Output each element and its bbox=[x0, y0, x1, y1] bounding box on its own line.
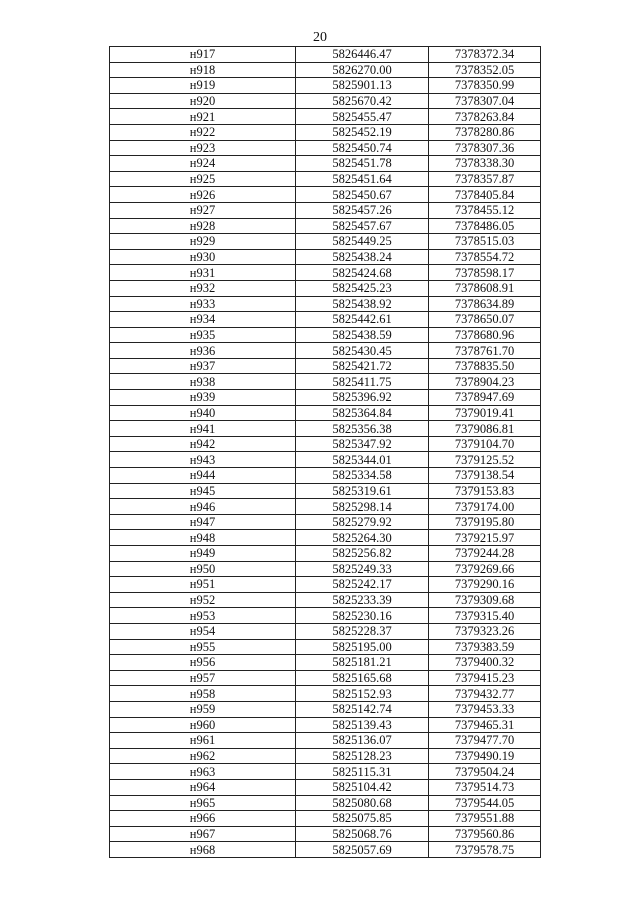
x-coordinate-cell: 5826270.00 bbox=[296, 62, 429, 78]
table-row bbox=[110, 343, 541, 359]
table-row bbox=[110, 592, 541, 608]
point-id-cell: н936 bbox=[110, 343, 296, 359]
table-row bbox=[110, 390, 541, 406]
table-row bbox=[110, 468, 541, 484]
table-row bbox=[110, 499, 541, 515]
y-coordinate-cell: 7379290.16 bbox=[429, 577, 541, 593]
point-id-cell: н944 bbox=[110, 468, 296, 484]
table-row bbox=[110, 811, 541, 827]
x-coordinate-cell: 5825452.19 bbox=[296, 124, 429, 140]
table-row bbox=[110, 140, 541, 156]
x-coordinate-cell: 5825264.30 bbox=[296, 530, 429, 546]
point-id-cell: н958 bbox=[110, 686, 296, 702]
table-row bbox=[110, 234, 541, 250]
x-coordinate-cell: 5825450.67 bbox=[296, 187, 429, 203]
y-coordinate-cell: 7379578.75 bbox=[429, 842, 541, 858]
y-coordinate-cell: 7378761.70 bbox=[429, 343, 541, 359]
table-row bbox=[110, 47, 541, 63]
y-coordinate-cell: 7378835.50 bbox=[429, 358, 541, 374]
point-id-cell: н933 bbox=[110, 296, 296, 312]
x-coordinate-cell: 5825455.47 bbox=[296, 109, 429, 125]
x-coordinate-cell: 5825334.58 bbox=[296, 468, 429, 484]
x-coordinate-cell: 5825451.78 bbox=[296, 156, 429, 172]
point-id-cell: н957 bbox=[110, 670, 296, 686]
table-row bbox=[110, 670, 541, 686]
point-id-cell: н941 bbox=[110, 421, 296, 437]
x-coordinate-cell: 5826446.47 bbox=[296, 47, 429, 63]
y-coordinate-cell: 7378515.03 bbox=[429, 234, 541, 250]
x-coordinate-cell: 5825438.92 bbox=[296, 296, 429, 312]
x-coordinate-cell: 5825449.25 bbox=[296, 234, 429, 250]
point-id-cell: н946 bbox=[110, 499, 296, 515]
table-row bbox=[110, 639, 541, 655]
point-id-cell: н954 bbox=[110, 623, 296, 639]
y-coordinate-cell: 7379125.52 bbox=[429, 452, 541, 468]
x-coordinate-cell: 5825424.68 bbox=[296, 265, 429, 281]
point-id-cell: н960 bbox=[110, 717, 296, 733]
x-coordinate-cell: 5825068.76 bbox=[296, 826, 429, 842]
x-coordinate-cell: 5825430.45 bbox=[296, 343, 429, 359]
y-coordinate-cell: 7378486.05 bbox=[429, 218, 541, 234]
table-row bbox=[110, 421, 541, 437]
point-id-cell: н932 bbox=[110, 280, 296, 296]
point-id-cell: н918 bbox=[110, 62, 296, 78]
coordinates-table bbox=[109, 46, 541, 858]
point-id-cell: н965 bbox=[110, 795, 296, 811]
point-id-cell: н943 bbox=[110, 452, 296, 468]
table-row bbox=[110, 171, 541, 187]
point-id-cell: н940 bbox=[110, 405, 296, 421]
point-id-cell: н921 bbox=[110, 109, 296, 125]
point-id-cell: н959 bbox=[110, 701, 296, 717]
table-row bbox=[110, 826, 541, 842]
y-coordinate-cell: 7379400.32 bbox=[429, 655, 541, 671]
y-coordinate-cell: 7378455.12 bbox=[429, 202, 541, 218]
table-row bbox=[110, 748, 541, 764]
point-id-cell: н931 bbox=[110, 265, 296, 281]
table-row bbox=[110, 452, 541, 468]
point-id-cell: н926 bbox=[110, 187, 296, 203]
y-coordinate-cell: 7378608.91 bbox=[429, 280, 541, 296]
y-coordinate-cell: 7379138.54 bbox=[429, 468, 541, 484]
table-row bbox=[110, 764, 541, 780]
y-coordinate-cell: 7379383.59 bbox=[429, 639, 541, 655]
y-coordinate-cell: 7379215.97 bbox=[429, 530, 541, 546]
table-row bbox=[110, 109, 541, 125]
y-coordinate-cell: 7379514.73 bbox=[429, 779, 541, 795]
y-coordinate-cell: 7378947.69 bbox=[429, 390, 541, 406]
y-coordinate-cell: 7379195.80 bbox=[429, 514, 541, 530]
x-coordinate-cell: 5825115.31 bbox=[296, 764, 429, 780]
table-row bbox=[110, 296, 541, 312]
point-id-cell: н935 bbox=[110, 327, 296, 343]
y-coordinate-cell: 7378280.86 bbox=[429, 124, 541, 140]
y-coordinate-cell: 7379019.41 bbox=[429, 405, 541, 421]
x-coordinate-cell: 5825279.92 bbox=[296, 514, 429, 530]
y-coordinate-cell: 7379465.31 bbox=[429, 717, 541, 733]
y-coordinate-cell: 7378357.87 bbox=[429, 171, 541, 187]
x-coordinate-cell: 5825165.68 bbox=[296, 670, 429, 686]
y-coordinate-cell: 7378634.89 bbox=[429, 296, 541, 312]
table-row bbox=[110, 842, 541, 858]
point-id-cell: н967 bbox=[110, 826, 296, 842]
y-coordinate-cell: 7379551.88 bbox=[429, 811, 541, 827]
x-coordinate-cell: 5825442.61 bbox=[296, 312, 429, 328]
point-id-cell: н922 bbox=[110, 124, 296, 140]
y-coordinate-cell: 7379453.33 bbox=[429, 701, 541, 717]
x-coordinate-cell: 5825195.00 bbox=[296, 639, 429, 655]
x-coordinate-cell: 5825411.75 bbox=[296, 374, 429, 390]
y-coordinate-cell: 7379544.05 bbox=[429, 795, 541, 811]
x-coordinate-cell: 5825057.69 bbox=[296, 842, 429, 858]
x-coordinate-cell: 5825421.72 bbox=[296, 358, 429, 374]
point-id-cell: н917 bbox=[110, 47, 296, 63]
point-id-cell: н939 bbox=[110, 390, 296, 406]
x-coordinate-cell: 5825249.33 bbox=[296, 561, 429, 577]
table-row bbox=[110, 249, 541, 265]
table-row bbox=[110, 795, 541, 811]
point-id-cell: н962 bbox=[110, 748, 296, 764]
x-coordinate-cell: 5825457.26 bbox=[296, 202, 429, 218]
point-id-cell: н953 bbox=[110, 608, 296, 624]
point-id-cell: н934 bbox=[110, 312, 296, 328]
table-row bbox=[110, 374, 541, 390]
y-coordinate-cell: 7378307.36 bbox=[429, 140, 541, 156]
y-coordinate-cell: 7378307.04 bbox=[429, 93, 541, 109]
x-coordinate-cell: 5825451.64 bbox=[296, 171, 429, 187]
x-coordinate-cell: 5825142.74 bbox=[296, 701, 429, 717]
x-coordinate-cell: 5825128.23 bbox=[296, 748, 429, 764]
table-row bbox=[110, 530, 541, 546]
table-row bbox=[110, 358, 541, 374]
y-coordinate-cell: 7379174.00 bbox=[429, 499, 541, 515]
point-id-cell: н925 bbox=[110, 171, 296, 187]
table-row bbox=[110, 577, 541, 593]
y-coordinate-cell: 7379560.86 bbox=[429, 826, 541, 842]
y-coordinate-cell: 7378554.72 bbox=[429, 249, 541, 265]
y-coordinate-cell: 7378352.05 bbox=[429, 62, 541, 78]
x-coordinate-cell: 5825364.84 bbox=[296, 405, 429, 421]
x-coordinate-cell: 5825230.16 bbox=[296, 608, 429, 624]
point-id-cell: н961 bbox=[110, 733, 296, 749]
x-coordinate-cell: 5825438.24 bbox=[296, 249, 429, 265]
table-row bbox=[110, 265, 541, 281]
table-row bbox=[110, 405, 541, 421]
table-row bbox=[110, 514, 541, 530]
x-coordinate-cell: 5825228.37 bbox=[296, 623, 429, 639]
coordinates-table-body bbox=[110, 47, 541, 858]
y-coordinate-cell: 7378338.30 bbox=[429, 156, 541, 172]
y-coordinate-cell: 7378650.07 bbox=[429, 312, 541, 328]
point-id-cell: н937 bbox=[110, 358, 296, 374]
x-coordinate-cell: 5825152.93 bbox=[296, 686, 429, 702]
point-id-cell: н919 bbox=[110, 78, 296, 94]
table-row bbox=[110, 546, 541, 562]
x-coordinate-cell: 5825450.74 bbox=[296, 140, 429, 156]
point-id-cell: н952 bbox=[110, 592, 296, 608]
point-id-cell: н948 bbox=[110, 530, 296, 546]
x-coordinate-cell: 5825347.92 bbox=[296, 436, 429, 452]
y-coordinate-cell: 7378680.96 bbox=[429, 327, 541, 343]
x-coordinate-cell: 5825670.42 bbox=[296, 93, 429, 109]
y-coordinate-cell: 7379309.68 bbox=[429, 592, 541, 608]
table-row bbox=[110, 156, 541, 172]
x-coordinate-cell: 5825901.13 bbox=[296, 78, 429, 94]
x-coordinate-cell: 5825104.42 bbox=[296, 779, 429, 795]
y-coordinate-cell: 7378350.99 bbox=[429, 78, 541, 94]
table-row bbox=[110, 686, 541, 702]
x-coordinate-cell: 5825425.23 bbox=[296, 280, 429, 296]
table-row bbox=[110, 701, 541, 717]
y-coordinate-cell: 7379323.26 bbox=[429, 623, 541, 639]
point-id-cell: н963 bbox=[110, 764, 296, 780]
point-id-cell: н949 bbox=[110, 546, 296, 562]
y-coordinate-cell: 7379490.19 bbox=[429, 748, 541, 764]
table-row bbox=[110, 202, 541, 218]
y-coordinate-cell: 7379244.28 bbox=[429, 546, 541, 562]
point-id-cell: н968 bbox=[110, 842, 296, 858]
table-row bbox=[110, 187, 541, 203]
x-coordinate-cell: 5825181.21 bbox=[296, 655, 429, 671]
x-coordinate-cell: 5825457.67 bbox=[296, 218, 429, 234]
point-id-cell: н947 bbox=[110, 514, 296, 530]
table-row bbox=[110, 623, 541, 639]
table-row bbox=[110, 62, 541, 78]
x-coordinate-cell: 5825256.82 bbox=[296, 546, 429, 562]
x-coordinate-cell: 5825298.14 bbox=[296, 499, 429, 515]
table-row bbox=[110, 655, 541, 671]
table-row bbox=[110, 717, 541, 733]
table-row bbox=[110, 561, 541, 577]
x-coordinate-cell: 5825344.01 bbox=[296, 452, 429, 468]
y-coordinate-cell: 7379477.70 bbox=[429, 733, 541, 749]
table-row bbox=[110, 436, 541, 452]
table-row bbox=[110, 78, 541, 94]
y-coordinate-cell: 7379104.70 bbox=[429, 436, 541, 452]
y-coordinate-cell: 7379086.81 bbox=[429, 421, 541, 437]
point-id-cell: н964 bbox=[110, 779, 296, 795]
point-id-cell: н951 bbox=[110, 577, 296, 593]
x-coordinate-cell: 5825139.43 bbox=[296, 717, 429, 733]
x-coordinate-cell: 5825396.92 bbox=[296, 390, 429, 406]
x-coordinate-cell: 5825080.68 bbox=[296, 795, 429, 811]
table-row bbox=[110, 280, 541, 296]
table-row bbox=[110, 779, 541, 795]
point-id-cell: н927 bbox=[110, 202, 296, 218]
point-id-cell: н923 bbox=[110, 140, 296, 156]
y-coordinate-cell: 7379153.83 bbox=[429, 483, 541, 499]
y-coordinate-cell: 7378904.23 bbox=[429, 374, 541, 390]
point-id-cell: н924 bbox=[110, 156, 296, 172]
point-id-cell: н956 bbox=[110, 655, 296, 671]
y-coordinate-cell: 7378405.84 bbox=[429, 187, 541, 203]
table-row bbox=[110, 312, 541, 328]
y-coordinate-cell: 7378598.17 bbox=[429, 265, 541, 281]
table-row bbox=[110, 733, 541, 749]
y-coordinate-cell: 7378263.84 bbox=[429, 109, 541, 125]
point-id-cell: н950 bbox=[110, 561, 296, 577]
page-number: 20 bbox=[313, 30, 327, 45]
y-coordinate-cell: 7379415.23 bbox=[429, 670, 541, 686]
point-id-cell: н955 bbox=[110, 639, 296, 655]
x-coordinate-cell: 5825136.07 bbox=[296, 733, 429, 749]
x-coordinate-cell: 5825233.39 bbox=[296, 592, 429, 608]
x-coordinate-cell: 5825242.17 bbox=[296, 577, 429, 593]
point-id-cell: н929 bbox=[110, 234, 296, 250]
y-coordinate-cell: 7379269.66 bbox=[429, 561, 541, 577]
table-row bbox=[110, 608, 541, 624]
y-coordinate-cell: 7379504.24 bbox=[429, 764, 541, 780]
point-id-cell: н945 bbox=[110, 483, 296, 499]
table-row bbox=[110, 327, 541, 343]
x-coordinate-cell: 5825319.61 bbox=[296, 483, 429, 499]
point-id-cell: н942 bbox=[110, 436, 296, 452]
point-id-cell: н930 bbox=[110, 249, 296, 265]
point-id-cell: н920 bbox=[110, 93, 296, 109]
y-coordinate-cell: 7379432.77 bbox=[429, 686, 541, 702]
y-coordinate-cell: 7379315.40 bbox=[429, 608, 541, 624]
table-row bbox=[110, 124, 541, 140]
point-id-cell: н938 bbox=[110, 374, 296, 390]
table-row bbox=[110, 483, 541, 499]
point-id-cell: н928 bbox=[110, 218, 296, 234]
x-coordinate-cell: 5825356.38 bbox=[296, 421, 429, 437]
table-row bbox=[110, 93, 541, 109]
table-row bbox=[110, 218, 541, 234]
point-id-cell: н966 bbox=[110, 811, 296, 827]
x-coordinate-cell: 5825438.59 bbox=[296, 327, 429, 343]
y-coordinate-cell: 7378372.34 bbox=[429, 47, 541, 63]
x-coordinate-cell: 5825075.85 bbox=[296, 811, 429, 827]
